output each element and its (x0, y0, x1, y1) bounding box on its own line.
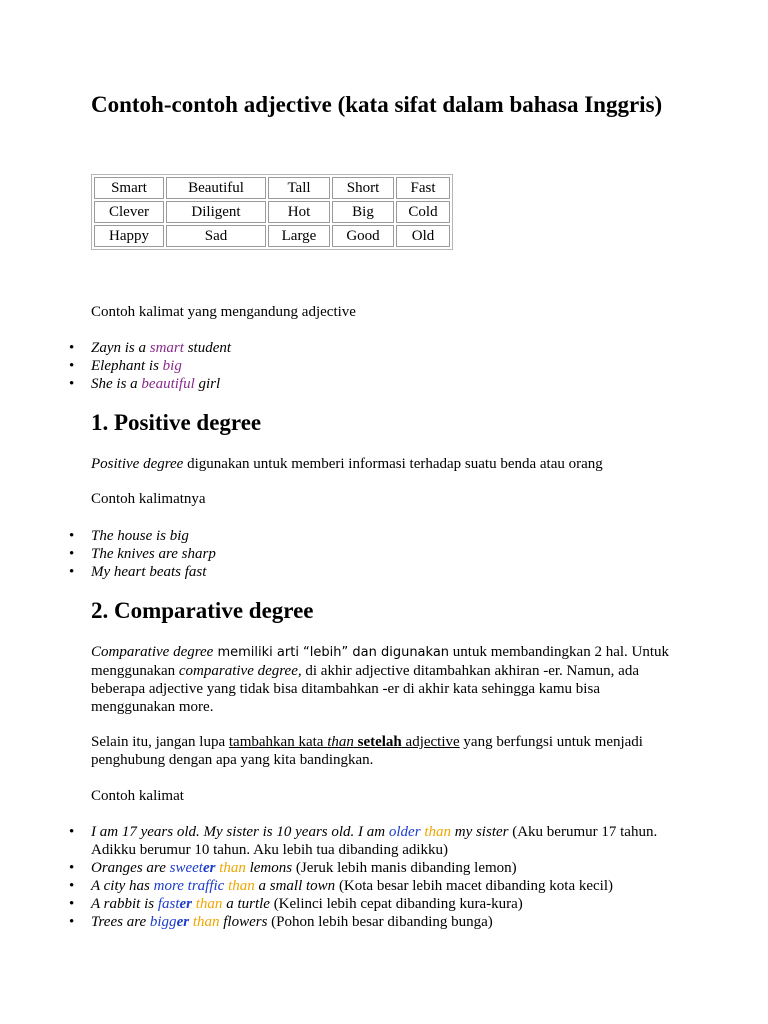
list-item: • The knives are sharp (47, 545, 687, 563)
table-cell: Cold (396, 201, 450, 223)
term: Comparative degree (91, 644, 214, 660)
table-cell: Happy (94, 225, 164, 247)
example-adjective: faster (157, 896, 193, 912)
table-cell: Old (396, 225, 450, 247)
translation: (Aku berumur 17 tahun. Adikku berumur 10 tahun. Aku lebih tua dibanding adikku) (91, 824, 658, 858)
example-adjective: older (388, 824, 421, 840)
adjective-table (91, 174, 453, 250)
table-row (94, 225, 450, 247)
translation: (Kelinci lebih cepat dibanding kura-kura) (269, 896, 523, 912)
positive-examples-label: Contoh kalimatnya (91, 491, 206, 507)
list-item: • A rabbit is faster than a turtle (Kelinci lebih cepat dibanding kura-kura) (47, 895, 683, 913)
table-cell: Good (332, 225, 394, 247)
positive-example-list (47, 527, 687, 581)
example-post: girl (194, 376, 221, 392)
table-cell: Clever (94, 201, 164, 223)
table-cell: Big (332, 201, 394, 223)
list-item (47, 339, 687, 357)
list-item: • A city has more traffic than a small town (Kota besar lebih macet dibanding kota kecil) (47, 877, 683, 895)
table-cell: Sad (166, 225, 266, 247)
than-word: than (228, 878, 255, 894)
table-row (94, 177, 450, 199)
example-adjective: more traffic (153, 878, 225, 894)
comparative-note: Selain itu, jangan lupa tambahkan kata than setelah adjective yang berfungsi untuk menjadi penghubung dengan apa yang kita bandingkan. (91, 734, 643, 768)
table-cell: Hot (268, 201, 330, 223)
table-cell: Beautiful (166, 177, 266, 199)
than-word: than (219, 860, 246, 876)
table-row (94, 201, 450, 223)
positive-degree-description (91, 455, 691, 473)
list-item: • The house is big (47, 527, 687, 545)
example-adjective: beautiful (141, 376, 195, 392)
list-item: • I am 17 years old. My sister is 10 years old. I am older than my sister (Aku berumur 17 tahun. Adikku berumur 10 tahun. Aku lebih tua dibanding adikku) (47, 823, 683, 859)
list-item (47, 375, 687, 393)
example-pre: Zayn is a (91, 340, 150, 356)
translation: (Jeruk lebih manis dibanding lemon) (292, 860, 517, 876)
list-item: • My heart beats fast (47, 563, 687, 581)
comparative-degree-description (91, 643, 671, 716)
table-cell: Short (332, 177, 394, 199)
intro-label: Contoh kalimat yang mengandung adjective (91, 304, 356, 320)
example-adjective: big (162, 358, 182, 374)
table-cell: Tall (268, 177, 330, 199)
comparative-degree-heading: 2. Comparative degree (91, 598, 314, 623)
example-pre: Elephant is (91, 358, 163, 374)
list-item (47, 357, 687, 375)
positive-degree-heading: 1. Positive degree (91, 410, 262, 435)
than-word: than (192, 914, 220, 930)
table-cell: Smart (94, 177, 164, 199)
example-pre: She is a (91, 376, 142, 392)
list-item: • Oranges are sweeter than lemons (Jeruk lebih manis dibanding lemon) (47, 859, 683, 877)
description-text: digunakan untuk memberi informasi terhadap suatu benda atau orang (183, 456, 603, 472)
comparative-example-list (47, 823, 683, 931)
than-word: than (195, 896, 223, 912)
term: comparative degree, (178, 663, 302, 679)
example-adjective: sweeter (169, 860, 216, 876)
list-item: • Trees are bigger than flowers (Pohon lebih besar dibanding bunga) (47, 913, 683, 931)
term: Positive degree (91, 456, 184, 472)
example-adjective: bigger (149, 914, 190, 930)
underlined-phrase: tambahkan kata than setelah adjective (228, 734, 460, 750)
example-adjective: smart (149, 340, 184, 356)
example-post: student (183, 340, 232, 356)
table-cell: Large (268, 225, 330, 247)
page-title: Contoh-contoh adjective (kata sifat dalam bahasa Inggris) (91, 92, 663, 117)
than-word: than (424, 824, 451, 840)
table-cell: Fast (396, 177, 450, 199)
intro-example-list (47, 339, 687, 393)
description-text: memiliki arti “lebih” dan digunakan (213, 645, 450, 660)
description-text: untuk membandingkan 2 hal. Untuk menggunakan (91, 644, 670, 679)
translation: (Kota besar lebih macet dibanding kota kecil) (335, 878, 614, 894)
comparative-examples-label: Contoh kalimat (91, 788, 184, 804)
description-text: di akhir adjective ditambahkan akhiran -er. Namun, ada beberapa adjective yang tidak bisa ditambahkan -er di akhir kata sehingga kamu bisa menggunakan more. (91, 663, 639, 715)
table-cell: Diligent (166, 201, 266, 223)
translation: (Pohon lebih besar dibanding bunga) (267, 914, 493, 930)
